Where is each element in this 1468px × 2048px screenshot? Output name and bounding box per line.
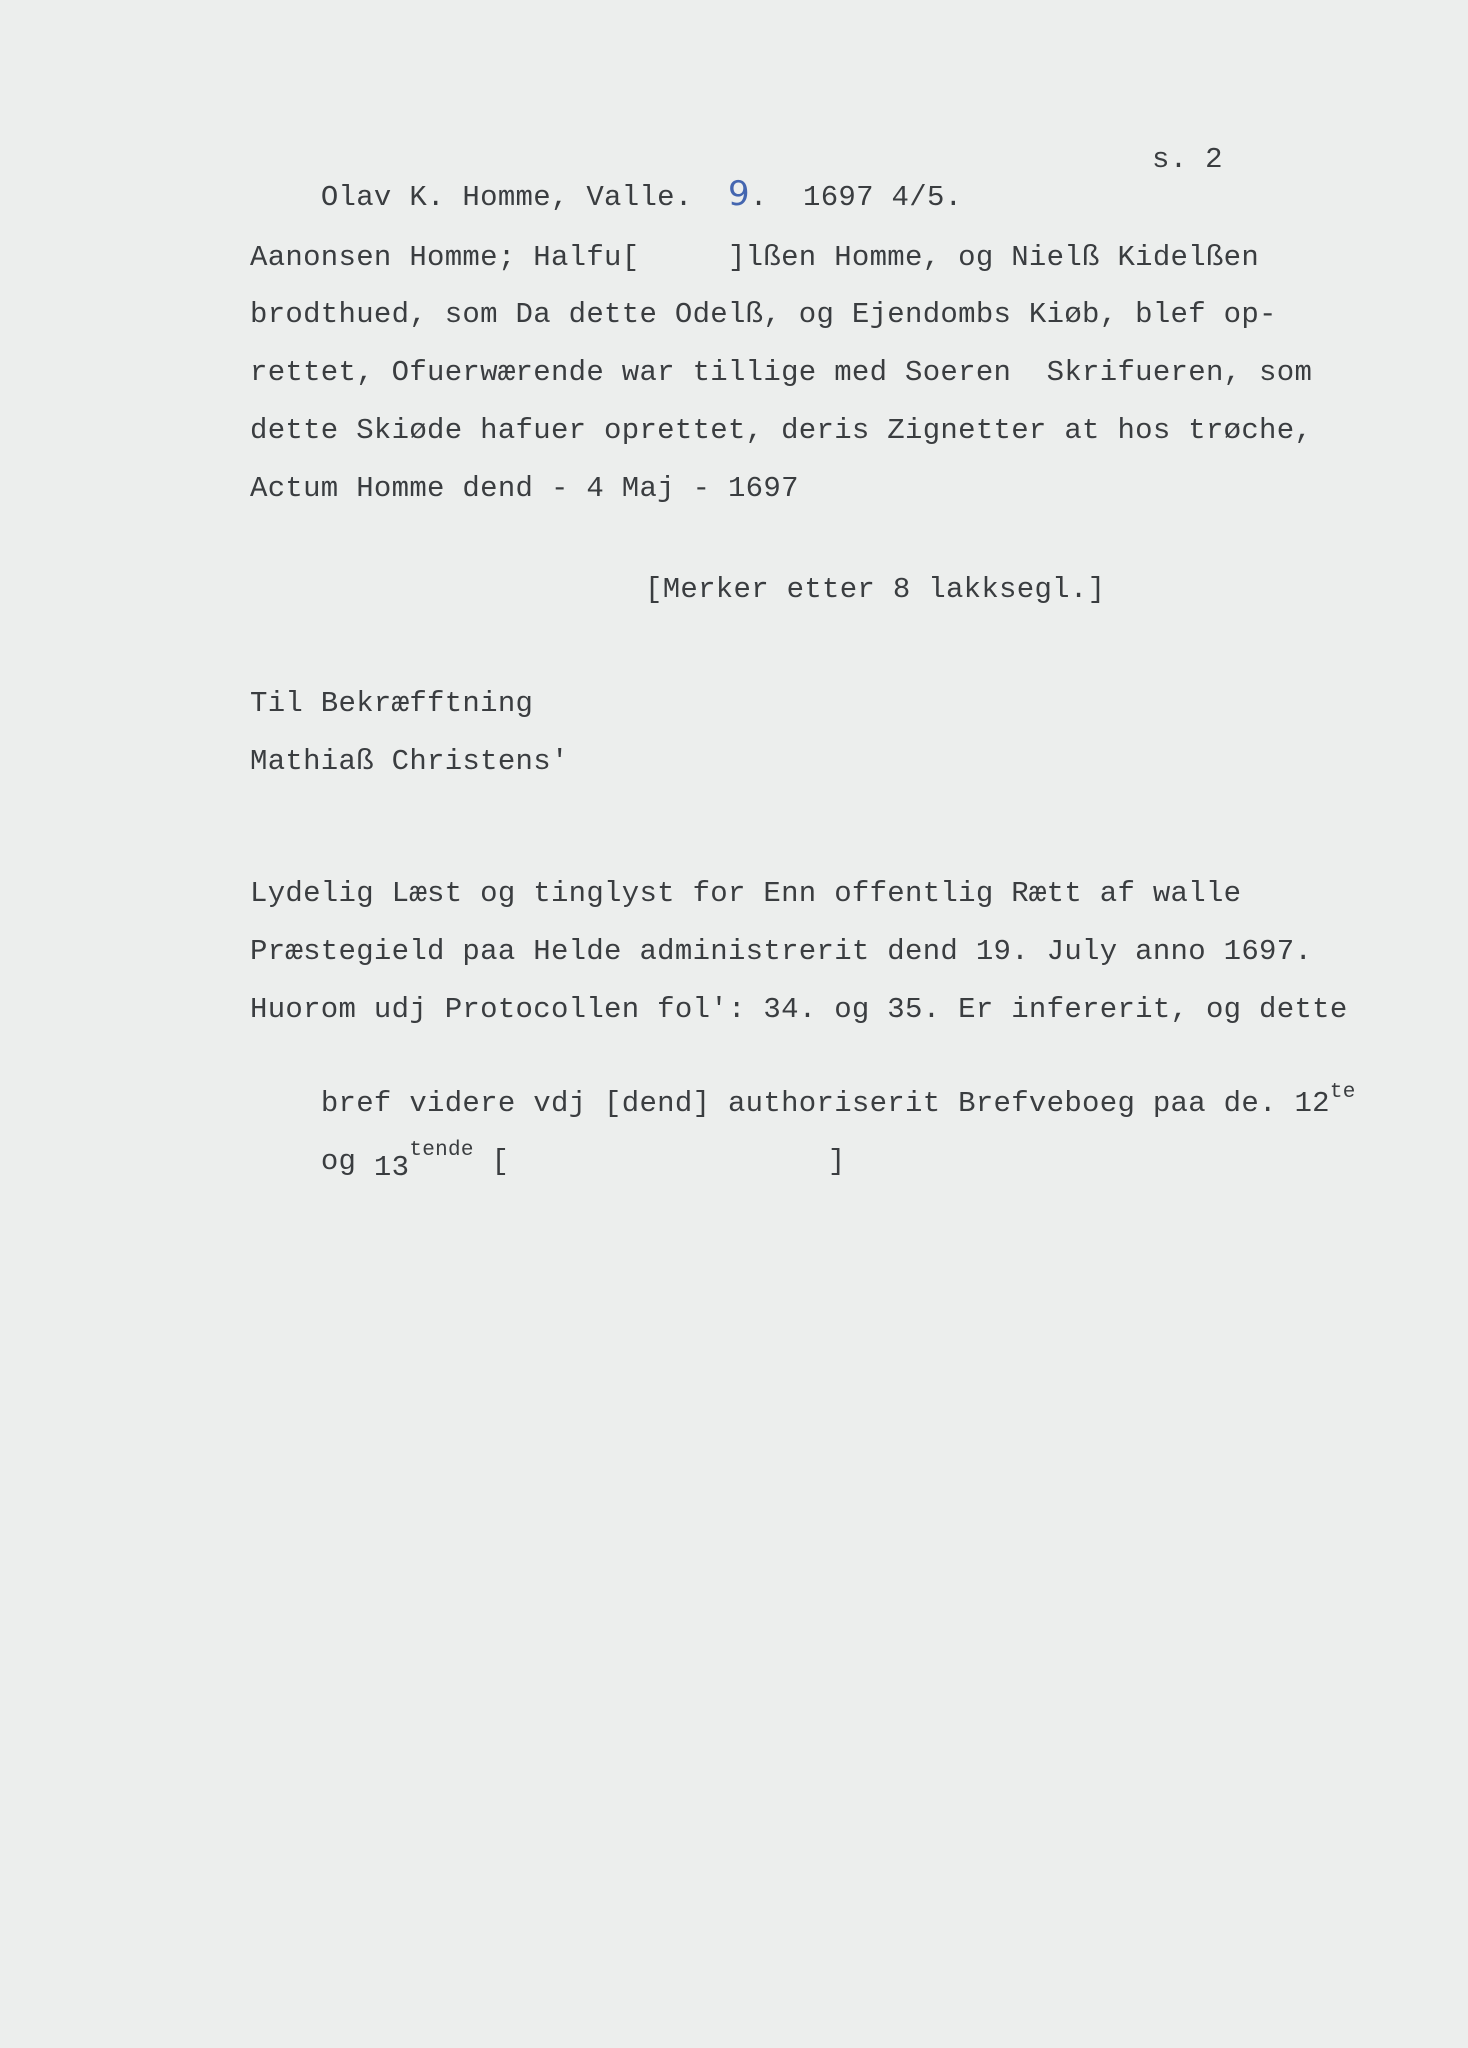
registration-line-1: Lydelig Læst og tinglyst for Enn offentlig Rætt af walle xyxy=(250,877,1242,910)
header-date: . 1697 4/5. xyxy=(749,181,963,214)
header-line xyxy=(250,140,962,252)
page-number: s. 2 xyxy=(1152,143,1223,176)
registration-line-5 xyxy=(250,1108,846,1219)
header-title: Olav K. Homme, Valle. xyxy=(320,181,728,214)
registration-line-5-number: 13 xyxy=(373,1151,410,1184)
body-line-3: rettet, Ofuerwærende war tillige med Soeren Skrifueren, som xyxy=(250,356,1313,389)
body-line-2: brodthued, som Da dette Odelß, og Ejendombs Kiøb, blef op- xyxy=(250,298,1277,331)
registration-line-5-bracket: [ ] xyxy=(473,1145,846,1178)
body-line-1: Aanonsen Homme; Halfu[ ]lßen Homme, og Nielß Kidelßen xyxy=(250,241,1260,274)
superscript-tende: tende xyxy=(409,1139,474,1162)
header-folio: 9 xyxy=(727,174,750,214)
seal-note: [Merker etter 8 lakksegl.] xyxy=(645,573,1106,606)
superscript-te: te xyxy=(1329,1081,1356,1104)
registration-line-4-text: bref videre vdj [dend] authoriserit Brefveboeg paa de. 12 xyxy=(320,1087,1330,1120)
confirmation-line-1: Til Bekræfftning xyxy=(250,687,534,720)
registration-line-2: Præstegield paa Helde administrerit dend 19. July anno 1697. xyxy=(250,935,1313,968)
registration-line-5-og: og xyxy=(320,1145,374,1178)
body-line-4: dette Skiøde hafuer oprettet, deris Zignetter at hos trøche, xyxy=(250,414,1313,447)
registration-line-3: Huorom udj Protocollen fol': 34. og 35. Er infererit, og dette xyxy=(250,993,1348,1026)
body-line-5: Actum Homme dend - 4 Maj - 1697 xyxy=(250,472,799,505)
confirmation-line-2: Mathiaß Christens' xyxy=(250,745,569,778)
